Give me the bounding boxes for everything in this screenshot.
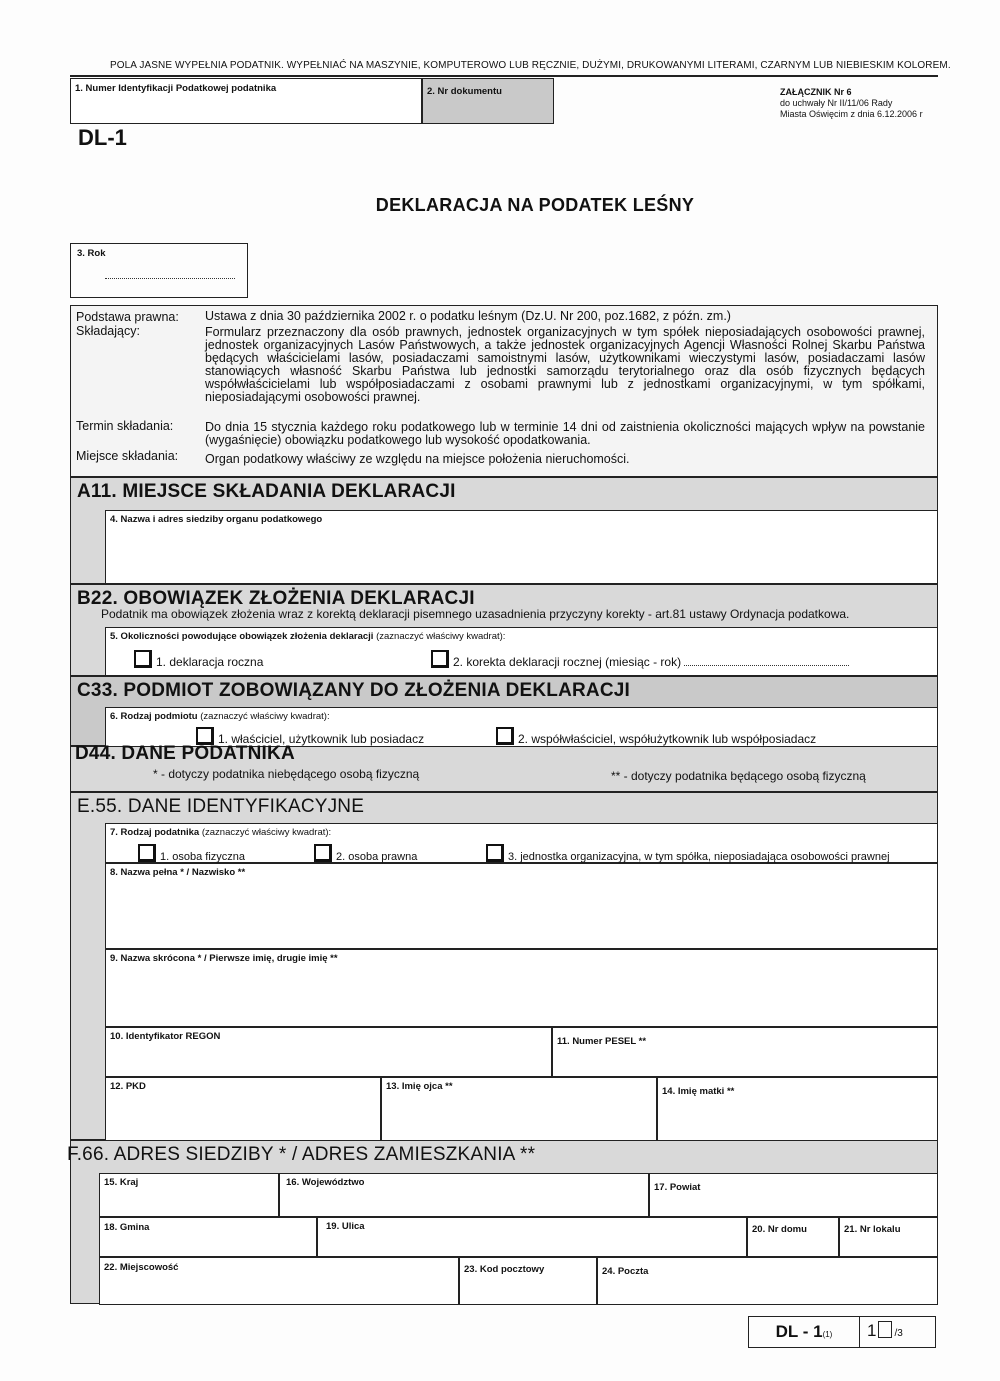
- checkbox-icon[interactable]: [486, 844, 504, 862]
- option-coowner[interactable]: [496, 727, 816, 746]
- field-9[interactable]: [105, 949, 938, 1027]
- podstawa-val: Ustawa z dnia 30 października 2002 r. o podatku leśnym (Dz.U. Nr 200, poz.1682, z późn. zm.): [205, 309, 731, 323]
- checkbox-icon[interactable]: [134, 650, 152, 668]
- section-d-note1: * - dotyczy podatnika niebędącego osobą fizyczną: [153, 767, 420, 781]
- section-d: [70, 743, 938, 792]
- field-7: [105, 823, 938, 863]
- divider: [70, 75, 938, 77]
- field-16[interactable]: [279, 1173, 649, 1217]
- section-d-title: D44. DANE PODATNIKA: [75, 743, 295, 764]
- option-legal-label: 2. osoba prawna: [336, 851, 418, 863]
- termin-val: Do dnia 15 stycznia każdego roku podatkowego lub w terminie 14 dni od zaistnienia okoliczności mających wpływ na powstanie (wygaśnięcie) obowiązku podatkowego lub wysokość opodatkowania.: [205, 420, 925, 447]
- field-6-hint: (zaznaczyć właściwy kwadrat):: [200, 711, 330, 722]
- field-9-label: 9. Nazwa skrócona * / Pierwsze imię, drugie imię **: [110, 953, 338, 964]
- nip-label: 1. Numer Identyfikacji Podatkowej podatnika: [75, 83, 277, 94]
- field-4-label: 4. Nazwa i adres siedziby organu podatkowego: [110, 514, 323, 525]
- field-5-label: [110, 631, 505, 642]
- checkbox-icon[interactable]: [314, 844, 332, 862]
- field-20[interactable]: [747, 1217, 839, 1257]
- field-20-label: 20. Nr domu: [752, 1224, 807, 1235]
- section-d-note2: ** - dotyczy podatnika będącego osobą fizyczną: [611, 769, 866, 783]
- field-23-label: 23. Kod pocztowy: [464, 1264, 545, 1275]
- field-6-label: [110, 711, 330, 722]
- rok-input-line[interactable]: [105, 278, 235, 279]
- page-title: DEKLARACJA NA PODATEK LEŚNY: [375, 195, 695, 215]
- field-18[interactable]: [99, 1217, 317, 1257]
- option-coowner-label: 2. współwłaściciel, współużytkownik lub współposiadacz: [518, 732, 817, 746]
- section-e-title: E.55. DANE IDENTYFIKACYJNE: [77, 796, 365, 817]
- skladajacy-val: Formularz przeznaczony dla osób prawnych, jednostek organizacyjnych w tym spółek nieposiadających osobowości prawnej, jednostek organizacyjnych Lasów Państwowych, a także jednostek organizacyjnych Agencji Własności Rolnej Skarbu Państwa będących właścicielami lasów, posiadaczami samoistnymi lasów, użytkownikami wieczystymi lasów, posiadaczami lasów stanowiących własność Skarbu Państwa lub jednostki samorządu terytorialnego oraz dla osób fizycznych będących współwłaścicielami lub współposiadaczami z osobami prawnymi lub z jednostkami organizacyjnymi, w tym spółkami, nieposiadającymi osobowości prawnej.: [205, 325, 925, 404]
- footer-page: 1: [867, 1321, 877, 1340]
- field-14[interactable]: [657, 1077, 938, 1141]
- footer-code-cell: [749, 1317, 860, 1347]
- field-5-title: 5. Okoliczności powodujące obowiązek złożenia deklaracji: [110, 631, 374, 642]
- checkbox-icon[interactable]: [138, 844, 156, 862]
- field-22-label: 22. Miejscowość: [104, 1262, 179, 1273]
- correction-date-line[interactable]: [684, 665, 849, 666]
- field-8[interactable]: [105, 863, 938, 949]
- page-footer: [748, 1316, 936, 1348]
- section-f-title: F.66. ADRES SIEDZIBY * / ADRES ZAMIESZKANIA **: [67, 1144, 536, 1165]
- skladajacy-key: Składający:: [76, 324, 140, 338]
- podstawa-key: Podstawa prawna:: [76, 310, 179, 324]
- section-e: [70, 792, 938, 1140]
- option-unit-label: 3. jednostka organizacyjna, w tym spółka, nieposiadająca osobowości prawnej: [508, 851, 890, 863]
- section-c: [70, 676, 938, 746]
- option-annual[interactable]: [134, 650, 263, 669]
- section-c-title: C33. PODMIOT ZOBOWIĄZANY DO ZŁOŻENIA DEKLARACJI: [77, 680, 631, 701]
- option-unit[interactable]: [486, 844, 890, 863]
- field-11-label: 11. Numer PESEL **: [557, 1036, 647, 1047]
- footer-code: DL - 1: [775, 1322, 823, 1341]
- field-22[interactable]: [99, 1257, 459, 1305]
- zalacznik-note: [780, 87, 923, 120]
- option-person-label: 1. osoba fizyczna: [160, 851, 245, 863]
- field-19[interactable]: [317, 1217, 747, 1257]
- option-correction[interactable]: [431, 650, 849, 669]
- field-14-label: 14. Imię matki **: [662, 1086, 735, 1097]
- option-correction-label: 2. korekta deklaracji rocznej (miesiąc - rok): [453, 655, 682, 669]
- field-11[interactable]: [552, 1027, 938, 1077]
- field-10[interactable]: [105, 1027, 552, 1077]
- option-owner-label: 1. właściciel, użytkownik lub posiadacz: [218, 732, 425, 746]
- field-10-label: 10. Identyfikator REGON: [110, 1031, 221, 1042]
- field-6-title: 6. Rodzaj podmiotu: [110, 711, 198, 722]
- field-24[interactable]: [597, 1257, 938, 1305]
- field-5-hint: (zaznaczyć właściwy kwadrat):: [376, 631, 506, 642]
- doc-number-label: 2. Nr dokumentu: [427, 86, 502, 97]
- section-f: [67, 1140, 938, 1304]
- checkbox-icon[interactable]: [431, 650, 449, 668]
- footer-page-cell: [867, 1321, 903, 1341]
- field-16-label: 16. Województwo: [286, 1177, 365, 1188]
- fill-instruction: POLA JASNE WYPEŁNIA PODATNIK. WYPEŁNIAĆ NA MASZYNIE, KOMPUTEROWO LUB RĘCZNIE, DUŻYMI, DRUKOWANYMI LITERAMI, CZARNYM LUB NIEBIESKIM KOLOREM.: [110, 60, 951, 71]
- info-block: [70, 305, 938, 477]
- form-code: DL-1: [78, 125, 127, 150]
- field-23[interactable]: [459, 1257, 597, 1305]
- rok-box[interactable]: [70, 243, 248, 298]
- field-18-label: 18. Gmina: [104, 1222, 150, 1233]
- field-17-label: 17. Powiat: [654, 1182, 701, 1193]
- zalacznik-title: ZAŁĄCZNIK Nr 6: [780, 87, 852, 97]
- section-a: [70, 477, 938, 584]
- nip-box[interactable]: [70, 78, 422, 124]
- section-b-title: B22. OBOWIĄZEK ZŁOŻENIA DEKLARACJI: [77, 588, 475, 609]
- section-b: [70, 584, 938, 676]
- field-4[interactable]: [105, 510, 938, 584]
- field-21[interactable]: [839, 1217, 938, 1257]
- field-19-label: 19. Ulica: [326, 1221, 365, 1232]
- miejsce-val: Organ podatkowy właściwy ze względu na miejsce położenia nieruchomości.: [205, 452, 630, 466]
- footer-code-sub: (1): [822, 1330, 833, 1339]
- field-13-label: 13. Imię ojca **: [386, 1081, 453, 1092]
- option-legal[interactable]: [314, 844, 417, 863]
- field-7-title: 7. Rodzaj podatnika: [110, 827, 200, 838]
- zalacznik-line2: Miasta Oświęcim z dnia 6.12.2006 r: [780, 109, 923, 119]
- field-17[interactable]: [649, 1173, 938, 1217]
- field-7-hint: (zaznaczyć właściwy kwadrat):: [201, 827, 332, 838]
- field-12[interactable]: [105, 1077, 381, 1141]
- field-21-label: 21. Nr lokalu: [844, 1224, 901, 1235]
- field-5: [105, 627, 938, 676]
- page-box-icon: [878, 1321, 892, 1338]
- field-7-label: [110, 827, 331, 838]
- field-6: [105, 707, 938, 747]
- field-24-label: 24. Poczta: [602, 1266, 649, 1277]
- footer-page-total: /3: [894, 1328, 903, 1339]
- field-15-label: 15. Kraj: [104, 1177, 139, 1188]
- option-person[interactable]: [138, 844, 245, 863]
- field-12-label: 12. PKD: [110, 1081, 146, 1092]
- field-15[interactable]: [99, 1173, 279, 1217]
- zalacznik-line1: do uchwały Nr II/11/06 Rady: [780, 98, 893, 108]
- termin-key: Termin składania:: [76, 419, 174, 433]
- field-13[interactable]: [381, 1077, 657, 1141]
- section-a-title: A11. MIEJSCE SKŁADANIA DEKLARACJI: [77, 481, 456, 502]
- checkbox-icon[interactable]: [496, 727, 514, 745]
- option-annual-label: 1. deklaracja roczna: [156, 655, 264, 669]
- field-8-label: 8. Nazwa pełna * / Nazwisko **: [110, 867, 246, 878]
- doc-number-box: [422, 78, 554, 124]
- miejsce-key: Miejsce składania:: [76, 449, 179, 463]
- rok-label: 3. Rok: [77, 248, 106, 259]
- section-b-note: Podatnik ma obowiązek złożenia wraz z korektą deklaracji pisemnego uzasadnienia przyczyny korekty - art.81 ustawy Ordynacja podatkowa.: [101, 607, 850, 621]
